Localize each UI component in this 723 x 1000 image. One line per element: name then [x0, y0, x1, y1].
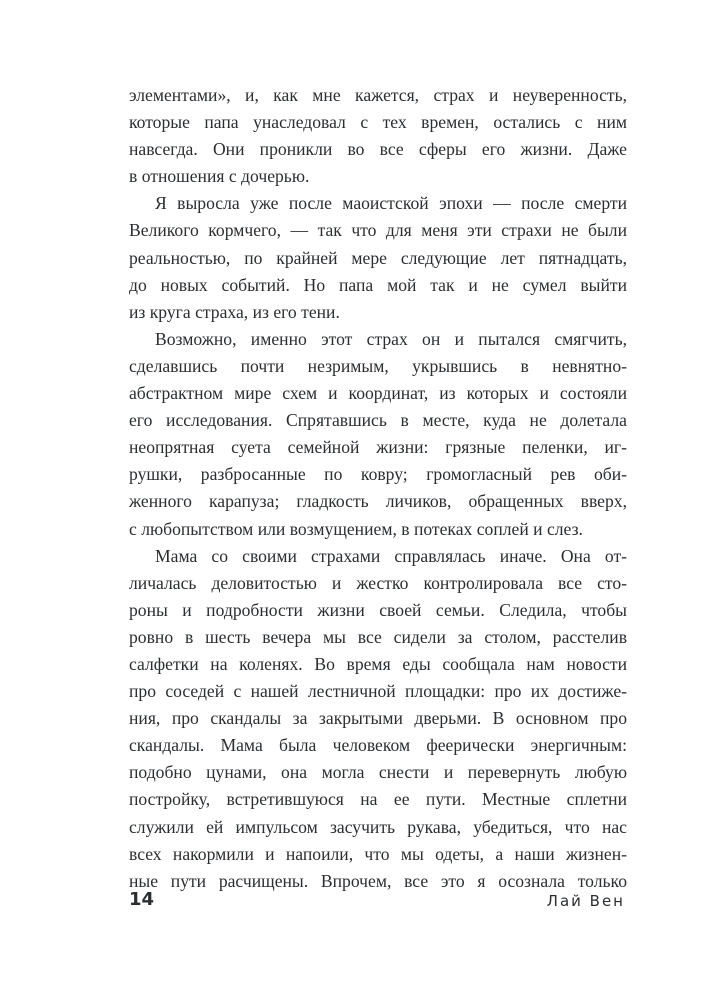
paragraph — [129, 326, 627, 543]
text-line: до новых событий. Но папа мой так и не сумел выйти — [129, 274, 627, 295]
text-line: скандалы. Мама была человеком феерически энергичным: — [129, 735, 627, 756]
text-line: подобно цунами, она могла снести и перевернуть любую — [129, 762, 627, 783]
text-line: в отношения с дочерью. — [129, 166, 310, 187]
text-line: про соседей с нашей лестничной площадки: про их достиже- — [129, 681, 627, 702]
text-line: женного карапуза; гладкость личиков, обращенных вверх, — [129, 491, 627, 512]
text-line: из круга страха, из его тени. — [129, 301, 340, 322]
text-line: навсегда. Они проникли во все сферы его жизни. Даже — [129, 139, 627, 160]
text-line: ные пути расчищены. Впрочем, все это я осознала только — [129, 870, 627, 891]
text-line: личалась деловитостью и жестко контролировала все сто- — [129, 572, 627, 593]
text-line: всех накормили и напоили, что мы одеты, а наши жизнен- — [129, 843, 627, 864]
text-line: салфетки на коленях. Во время еды сообщала нам новости — [129, 653, 627, 674]
text-line: которые папа унаследовал с тех времен, остались с ним — [129, 112, 627, 133]
text-line: служили ей импульсом засучить рукава, убедиться, что нас — [129, 816, 627, 837]
text-line: Я выросла уже после маоистской эпохи — после смерти — [155, 193, 627, 214]
text-line: рушки, разбросанные по ковру; громогласный рев оби- — [129, 464, 627, 485]
text-line: неопрятная суета семейной жизни: грязные пеленки, иг- — [129, 437, 627, 458]
page-number: 14 — [129, 889, 155, 910]
paragraph — [129, 543, 627, 895]
text-line: элементами», и, как мне кажется, страх и неуверенность, — [129, 85, 627, 105]
text-line: реальностью, по крайней мере следующие лет пятнадцать, — [129, 247, 627, 268]
text-line: сделавшись почти незримым, укрывшись в невнятно- — [129, 355, 627, 376]
body-text — [129, 82, 627, 895]
text-line: ния, про скандалы за закрытыми дверьми. В основном про — [129, 708, 627, 729]
text-line: Мама со своими страхами справлялась иначе. Она от- — [155, 545, 627, 566]
running-head-author: Лай Вен — [546, 892, 625, 910]
text-line: постройку, встретившуюся на ее пути. Местные сплетни — [129, 789, 627, 810]
text-line: роны и подробности жизни своей семьи. Следила, чтобы — [129, 599, 627, 620]
text-line: Великого кормчего, — так что для меня эти страхи не были — [129, 220, 627, 241]
text-line: абстрактном мире схем и координат, из которых и состояли — [129, 383, 627, 404]
text-line: его исследования. Спрятавшись в месте, куда не долетала — [129, 410, 627, 431]
text-line: с любопытством или возмущением, в потеках соплей и слез. — [129, 518, 583, 539]
text-line: ровно в шесть вечера мы все сидели за столом, расстелив — [129, 626, 627, 647]
paragraph — [129, 82, 627, 190]
text-line: Возможно, именно этот страх он и пытался смягчить, — [155, 328, 627, 349]
paragraph — [129, 190, 627, 325]
